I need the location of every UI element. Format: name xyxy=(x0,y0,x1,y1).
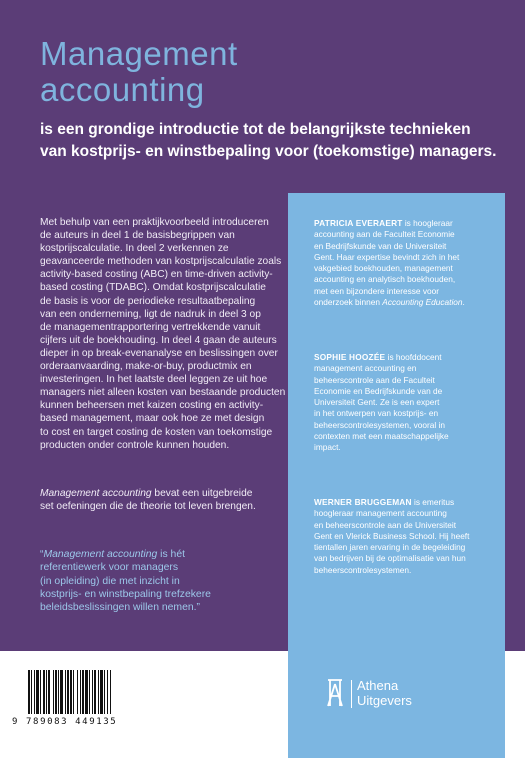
description-line: producten onder controle kunnen houden. xyxy=(40,439,230,451)
title-line-2: accounting xyxy=(40,71,205,108)
description-line: orderaanvaarding, make-or-buy, productmix en xyxy=(40,361,252,373)
author-bio-hoozee xyxy=(314,352,449,454)
bio-line: accounting aan de Faculteit Economie xyxy=(314,229,455,240)
description-line: activity-based costing (ABC) en time-driven activity- xyxy=(40,269,273,281)
bio-line: beheerscontrolesystemen. xyxy=(314,564,412,575)
bio-text: is hoofddocent xyxy=(385,352,442,362)
author-name: PATRICIA EVERAERT xyxy=(314,218,403,228)
description-line: dieper in op break-evenanalyse en beslissingen over xyxy=(40,347,278,359)
isbn-barcode xyxy=(28,670,128,716)
description-line: de managementrapportering vertrekkende vanuit xyxy=(40,321,261,333)
bio-line: en Bedrijfskunde van de Universiteit xyxy=(314,240,447,251)
bio-line: accounting en analytisch boekhouden, xyxy=(314,274,456,285)
bio-line: en beheerscontrole aan de Universiteit xyxy=(314,519,457,530)
bio-text: onderzoek binnen xyxy=(314,297,383,308)
logo-divider xyxy=(351,680,352,708)
exercises-text: bevat een uitgebreide xyxy=(151,488,253,499)
bio-line: beheerscontrolesystemen, vooral in xyxy=(314,419,445,430)
description-line: geavanceerde methoden van kostprijscalculatie zoals xyxy=(40,256,282,268)
bio-line: Gent. Haar expertise bevindt zich in het xyxy=(314,251,460,262)
description-line: managers niet alleen kosten van bestaande producten xyxy=(40,387,286,399)
description-line: to cost en target costing de kosten van toekomstige xyxy=(40,426,273,438)
bio-line: tientallen jaren ervaring in de begeleiding xyxy=(314,542,466,553)
quote-line-1 xyxy=(40,548,211,561)
bio-text: is hoogleraar xyxy=(402,218,453,228)
author-bio-everaert xyxy=(314,218,465,308)
book-title-italic: Management accounting xyxy=(40,488,152,499)
description-line: kostprijscalculatie. In deel 2 verkennen ze xyxy=(40,243,229,255)
exercises-paragraph xyxy=(40,487,256,513)
bio-line: vakgebied boekhouden, management xyxy=(314,263,453,274)
description-line: de auteurs in deel 1 de basisbegrippen van xyxy=(40,230,235,242)
author-name: WERNER BRUGGEMAN xyxy=(314,497,412,507)
bio-italic: Accounting Education xyxy=(382,297,463,308)
publisher-line-2: Uitgevers xyxy=(357,693,412,708)
bio-line: management accounting en xyxy=(314,363,417,374)
author-bio-bruggeman xyxy=(314,497,469,576)
bio-line: met een bijzondere interesse voor xyxy=(314,285,439,296)
quote-open-mark: “ xyxy=(40,549,44,560)
subtitle-line-2: van kostprijs- en winstbepaling voor (toekomstige) managers. xyxy=(40,143,497,160)
description-line: van een onderneming, ligt de nadruk in deel 3 op xyxy=(40,308,261,320)
bio-line: in het ontwerpen van kostprijs- en xyxy=(314,408,439,419)
description-line: Met behulp van een praktijkvoorbeeld introduceren xyxy=(40,217,269,228)
quote-line: (in opleiding) die met inzicht in xyxy=(40,575,180,587)
exercises-line-1 xyxy=(40,487,256,500)
bio-text: . xyxy=(462,297,465,308)
bio-line: beheerscontrole aan de Faculteit xyxy=(314,374,435,385)
bio-line: Gent en Vlerick Business School. Hij heeft xyxy=(314,530,470,541)
bio-line: Universiteit Gent. Ze is een expert xyxy=(314,397,440,408)
bio-line: contexten met een maatschappelijke xyxy=(314,431,449,442)
isbn-number: 9 789083 449135 xyxy=(12,717,118,727)
publisher-name xyxy=(357,678,412,708)
bio-line xyxy=(314,497,469,508)
quote-book-title: Management accounting xyxy=(43,549,158,560)
subtitle xyxy=(40,119,510,163)
description-line: based costing (TDABC). Omdat kostprijscalculatie xyxy=(40,282,266,294)
subtitle-line-1: is een grondige introductie tot de belangrijkste technieken xyxy=(40,121,471,138)
bio-line xyxy=(314,297,465,308)
book-title xyxy=(40,36,238,108)
athena-logo-icon xyxy=(325,678,345,708)
description-line: based management, maar ook hoe ze met design xyxy=(40,413,265,425)
description-line: de basis is voor de periodieke resultaatbepaling xyxy=(40,295,256,307)
bio-line: van bedrijven bij de optimalisatie van hun xyxy=(314,553,466,564)
publisher-line-1: Athena xyxy=(357,678,399,693)
bio-line: hoogleraar management accounting xyxy=(314,508,447,519)
bio-line: impact. xyxy=(314,442,341,453)
description-line: investeringen. In het laatste deel leggen ze uit hoe xyxy=(40,374,268,386)
description-paragraph xyxy=(40,216,290,452)
quote-line: kostprijs- en winstbepaling trefzekere xyxy=(40,588,211,600)
description-line: cijfers uit de boekhouding. In deel 4 gaan de auteurs xyxy=(40,334,277,346)
bio-line: Economie en Bedrijfskunde van de xyxy=(314,385,443,396)
quote-text: is hét xyxy=(157,549,185,560)
title-line-1: Management xyxy=(40,35,238,72)
bio-line xyxy=(314,352,449,363)
author-name: SOPHIE HOOZÉE xyxy=(314,352,386,362)
bio-line xyxy=(314,218,465,229)
description-line: kunnen beheersen met kaizen costing en activity- xyxy=(40,400,264,412)
quote-line: beleidsbeslissingen willen nemen.” xyxy=(40,602,200,614)
exercises-line-2: set oefeningen die de theorie tot leven brengen. xyxy=(40,501,256,513)
pull-quote xyxy=(40,548,211,614)
quote-line: referentiewerk voor managers xyxy=(40,562,179,574)
bio-text: is emeritus xyxy=(411,497,455,507)
